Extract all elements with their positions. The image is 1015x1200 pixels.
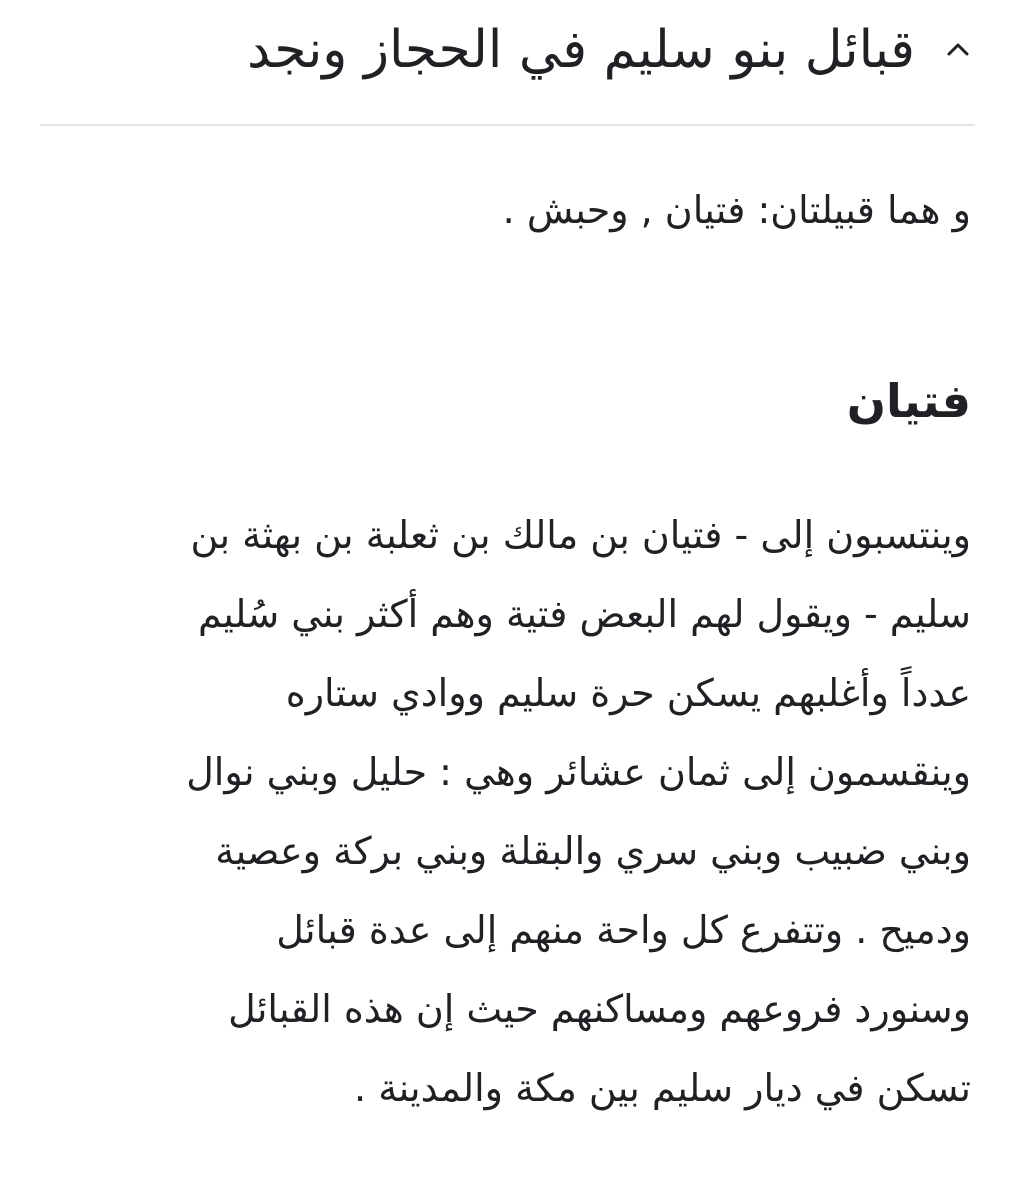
paragraph-line: عدداً وأغلبهم يسكن حرة سليم ووادي ستاره: [285, 671, 971, 715]
section-divider: [40, 124, 975, 126]
intro-paragraph: و هما قبيلتان: فتيان , وحبش .: [502, 188, 971, 232]
paragraph-line: وينتسبون إلى - فتيان بن مالك بن ثعلبة بن بهثة بن: [190, 513, 971, 557]
subheading-fityan: فتيان: [846, 374, 971, 428]
chevron-up-icon[interactable]: [943, 34, 973, 64]
section-title: قبائل بنو سليم في الحجاز ونجد: [246, 20, 915, 80]
collapsible-section-header[interactable]: [40, 0, 975, 124]
paragraph-line: تسكن في ديار سليم بين مكة والمدينة .: [354, 1066, 971, 1110]
paragraph-line: وسنورد فروعهم ومساكنهم حيث إن هذه القبائل: [228, 987, 971, 1031]
paragraph-line: ودميح . وتتفرع كل واحة منهم إلى عدة قبائل: [276, 908, 971, 952]
body-paragraph: [41, 504, 971, 1136]
paragraph-line: وبني ضبيب وبني سري والبقلة وبني بركة وعصية: [215, 829, 971, 873]
paragraph-line: وينقسمون إلى ثمان عشائر وهي : حليل وبني نوال: [186, 750, 971, 794]
paragraph-line: سليم - ويقول لهم البعض فتية وهم أكثر بني سُليم: [198, 592, 971, 636]
